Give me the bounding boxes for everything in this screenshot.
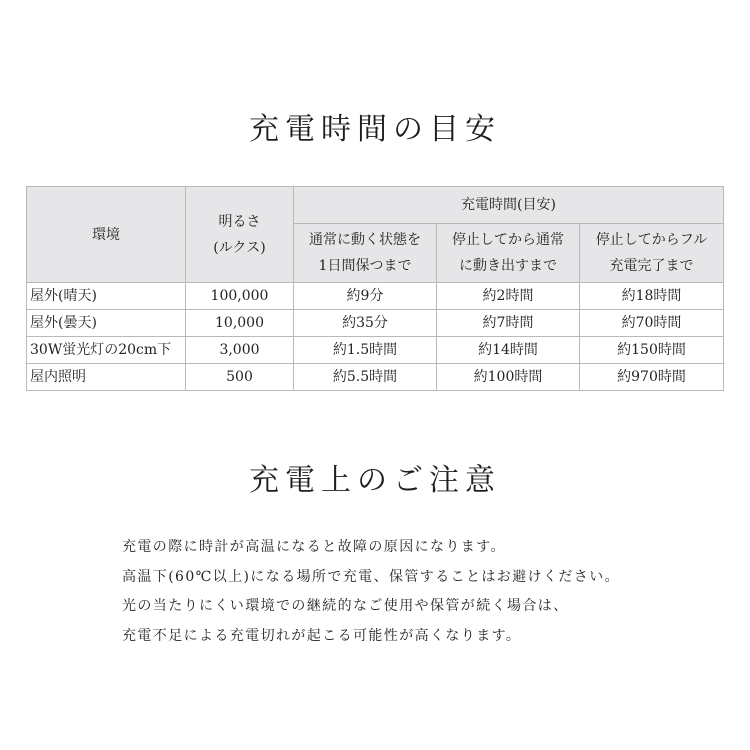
header-col3-line1: 停止してからフル [595,232,708,248]
row-lux: 500 [186,364,294,391]
row-c3: 約970時間 [580,364,724,391]
header-col3-line2: 充電完了まで [609,258,694,274]
charge-time-title: 充電時間の目安 [249,112,501,147]
row-c1: 約1.5時間 [294,337,437,364]
note-line: 充電不足による充電切れが起こる可能性が高くなります。 [122,627,522,644]
row-environment: 屋外(曇天) [27,310,186,337]
row-c3: 約150時間 [580,337,724,364]
row-c2: 約100時間 [437,364,580,391]
row-environment: 30W蛍光灯の20cm下 [27,337,186,364]
header-col1-line2: 1日間保つまで [318,258,412,274]
header-col1-line1: 通常に動く状態を [309,232,421,248]
row-c3: 約18時間 [580,283,724,310]
charging-notes-title: 充電上のご注意 [249,463,501,498]
header-col2-line2: に動き出すまで [459,258,557,274]
row-environment: 屋外(晴天) [27,283,186,310]
row-c1: 約9分 [294,283,437,310]
header-col2-line1: 停止してから通常 [452,232,564,248]
header-charge-time: 充電時間(目安) [294,187,724,224]
table-row [27,310,724,337]
row-c2: 約2時間 [437,283,580,310]
table-row [27,337,724,364]
row-c2: 約14時間 [437,337,580,364]
row-c1: 約35分 [294,310,437,337]
header-col3 [580,224,724,283]
header-col2 [437,224,580,283]
row-c2: 約7時間 [437,310,580,337]
header-brightness-line1: 明るさ [218,213,261,230]
row-lux: 100,000 [186,283,294,310]
note-line: 高温下(60℃以上)になる場所で充電、保管することはお避けください。 [122,568,620,585]
row-environment: 屋内照明 [27,364,186,391]
header-brightness [186,187,294,283]
table-row [27,364,724,391]
charging-notes-list [122,533,620,651]
header-environment: 環境 [27,187,186,283]
header-brightness-line2: (ルクス) [213,239,266,256]
row-lux: 3,000 [186,337,294,364]
charge-time-table [26,186,724,391]
table-row [27,283,724,310]
row-lux: 10,000 [186,310,294,337]
note-line: 充電の際に時計が高温になると故障の原因になります。 [122,539,506,555]
row-c1: 約5.5時間 [294,364,437,391]
note-line: 光の当たりにくい環境での継続的なご使用や保管が続く場合は、 [122,598,569,614]
table-header-row [27,187,724,224]
row-c3: 約70時間 [580,310,724,337]
header-col1 [294,224,437,283]
